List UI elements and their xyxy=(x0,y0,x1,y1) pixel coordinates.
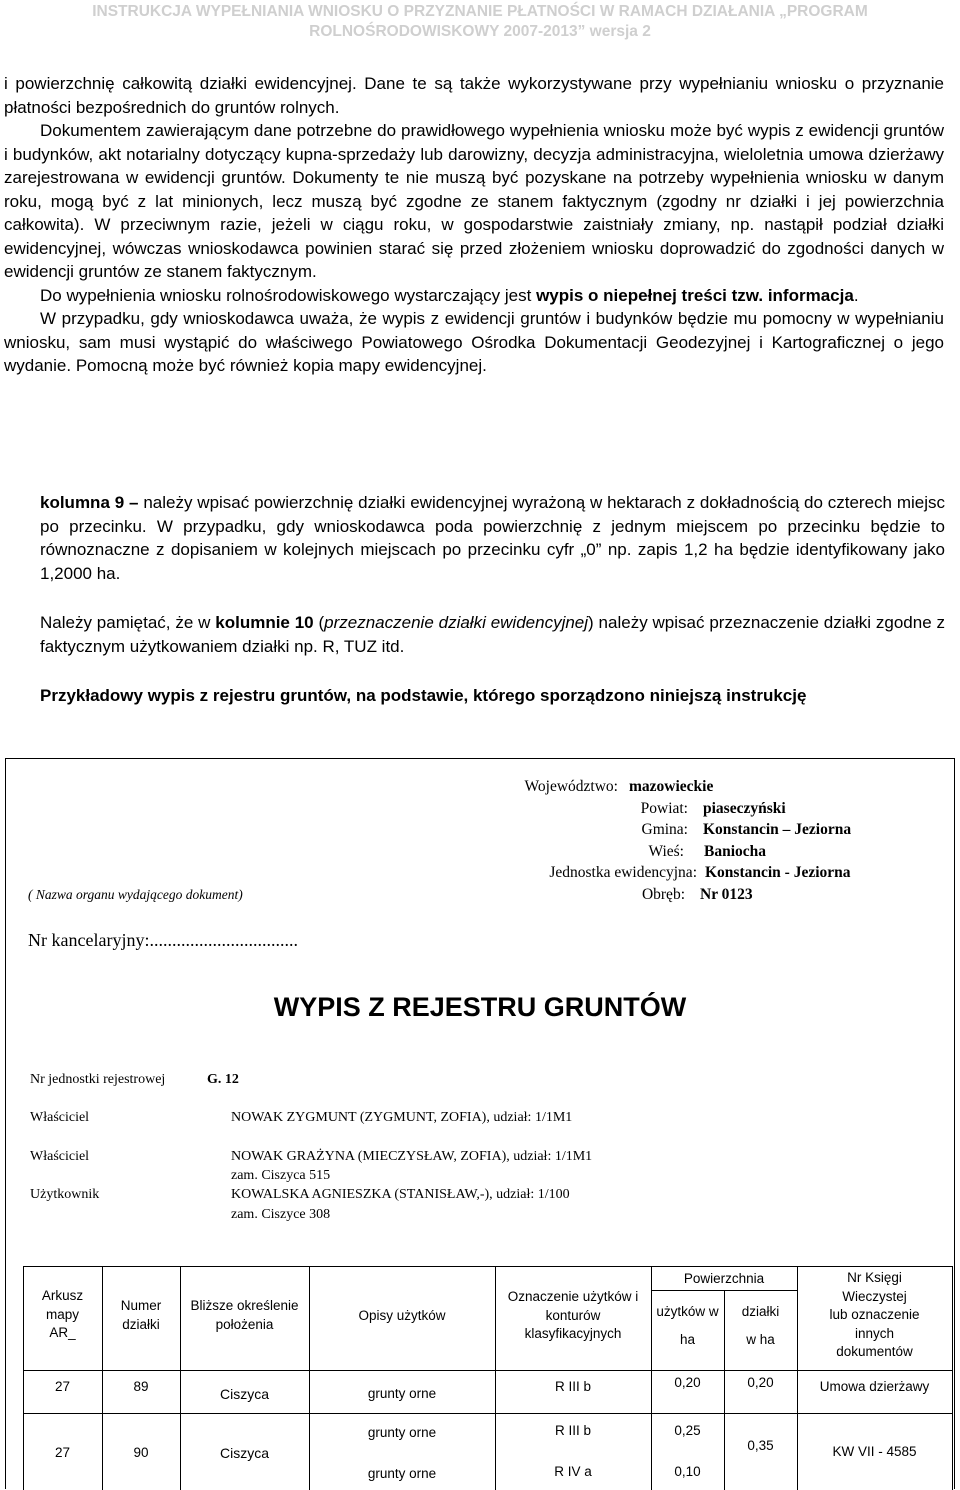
th-ksiega-l2: Wieczystej xyxy=(842,1288,907,1304)
th-ksiega-l5: dokumentów xyxy=(836,1344,913,1359)
owner-3-name: KOWALSKA AGNIESZKA (STANISŁAW,-), udział: 1/100 xyxy=(231,1187,570,1202)
loc-value-gmina: Konstancin – Jeziorna xyxy=(703,821,852,838)
th-dzialki-l1: działki xyxy=(741,1304,780,1319)
th-ksiega-l3: lub oznaczenie xyxy=(829,1307,920,1322)
r1-pow-uzytkow: 0,20 xyxy=(674,1375,701,1390)
loc-value-obreb: Nr 0123 xyxy=(700,886,753,903)
th-uzytkow-l2: ha xyxy=(679,1332,696,1347)
loc-label-wojewodztwo: Województwo: xyxy=(524,778,618,795)
r2-pow-uzytkow-2: 0,10 xyxy=(674,1464,701,1479)
th-blizsze xyxy=(180,1297,309,1334)
kolumna-9-paragraph xyxy=(40,491,945,585)
owner-2-address: zam. Ciszyca 515 xyxy=(231,1168,331,1183)
r1-arkusz: 27 xyxy=(54,1379,71,1394)
loc-label-obreb: Obręb: xyxy=(641,886,685,903)
owner-3-address: zam. Ciszyce 308 xyxy=(231,1207,331,1222)
r1-polozenie: Ciszyca xyxy=(219,1386,269,1402)
th-dzialki xyxy=(724,1298,797,1354)
th-arkusz-l2: mapy xyxy=(45,1306,79,1322)
intro-paragraph-2: Dokumentem zawierającym dane potrzebne do prawidłowego wypełnienia wniosku może być wypis z ewidencji gruntów i budynków, akt notarialny dotyczący kupna-sprzedaży lub darowizny, decyzja administracyjna, wieloletnia umowa dzierżawy zarejestrowana w ewidencji gruntów. Dokumenty te nie muszą być pozyskane na potrzeby wypełnienia wniosku w danym roku, mogą być z lat minionych, lecz muszą być zgodne ze stanem faktycznym (zgodny nr działki i jej powierzchnia całkowita). W przeciwnym razie, jeżeli w ciągu roku, w gospodarstwie zaistniały zmiany, np. nastąpił podział działki ewidencyjnej, wówczas wnioskodawca powinien starać się przed złożeniem wniosku doprowadzić do zgodności danych w ewidencji gruntów ze stanem faktycznym. xyxy=(4,121,944,281)
r2-opis-1: grunty orne xyxy=(367,1425,437,1440)
th-arkusz-l3: AR_ xyxy=(49,1325,76,1340)
k10-c: ( xyxy=(313,613,325,632)
intro-paragraph-3 xyxy=(4,284,944,308)
intro-paragraph-4: W przypadku, gdy wnioskodawca uważa, że wypis z ewidencji gruntów i budynków będzie mu pomocny w wypełnianiu wniosku, sam musi wystąpić do właściwego Powiatowego Ośrodka Dokumentacji Geodezyjnej i Kartograficznej o jego wydanie. Pomocną może być również kopia mapy ewidencyjnej. xyxy=(4,309,944,375)
loc-value-wojewodztwo: mazowieckie xyxy=(629,778,714,795)
k10-d: przeznaczenie działki ewidencyjnej xyxy=(324,613,589,632)
table-line-row1-bottom xyxy=(23,1413,953,1414)
r1-klasa: R III b xyxy=(554,1379,591,1394)
th-dzialki-l2: w ha xyxy=(746,1332,775,1347)
r1-numer: 89 xyxy=(133,1379,149,1394)
kolumna-9-text: należy wpisać powierzchnię działki ewidencyjnej wyrażoną w hektarach z dokładnością do czterech miejsc po przecinku. W przypadku, gdy wnioskodawca poda powierzchnię z jednym miejscem po przecinku będzie to równoznaczne z dopisaniem w kolejnych miejscach po przecinku cyfr „0” np. zapis 1,2 ha będzie identyfikowany jako 1,2000 ha. xyxy=(40,493,945,583)
owner-2-role: Właściciel xyxy=(30,1149,90,1164)
th-oznaczenie-l2: konturów xyxy=(545,1307,601,1323)
p3-bold: wypis o niepełnej treści tzw. informacja xyxy=(536,285,854,305)
th-powierzchnia: Powierzchnia xyxy=(683,1271,765,1286)
r1-ksiega: Umowa dzierżawy xyxy=(819,1379,930,1394)
table-line-top xyxy=(23,1266,953,1267)
header-line-2: ROLNOŚRODOWISKOWY 2007-2013” wersja 2 xyxy=(309,23,651,40)
r2-polozenie: Ciszyca xyxy=(219,1445,269,1461)
th-opisy: Opisy użytków xyxy=(358,1308,446,1323)
k10-a: Należy pamiętać, że w xyxy=(40,613,216,632)
r2-klasa-1: R III b xyxy=(554,1423,591,1438)
nr-kancelaryjny: Nr kancelaryjny:................................. xyxy=(28,930,298,950)
th-arkusz xyxy=(23,1287,102,1343)
header-line-1: INSTRUKCJA WYPEŁNIANIA WNIOSKU O PRZYZNANIE PŁATNOŚCI W RAMACH DZIAŁANIA „PROGRAM xyxy=(92,3,868,20)
k10-b: kolumnie 10 xyxy=(215,613,314,632)
loc-label-powiat: Powiat: xyxy=(640,800,688,817)
th-numer-l1: Numer xyxy=(120,1298,162,1313)
loc-label-gmina: Gmina: xyxy=(641,821,688,838)
th-arkusz-l1: Arkusz xyxy=(41,1288,84,1303)
r2-arkusz: 27 xyxy=(54,1445,71,1460)
loc-value-wies: Baniocha xyxy=(704,843,767,860)
r2-pow-dzialki: 0,35 xyxy=(747,1438,774,1453)
th-ksiega-l4: innych xyxy=(854,1325,895,1341)
jednostka-label: Nr jednostki rejestrowej xyxy=(30,1072,166,1087)
owner-3-role: Użytkownik xyxy=(30,1187,100,1202)
table-col-line-3 xyxy=(309,1266,310,1490)
jednostka-value: G. 12 xyxy=(207,1072,239,1087)
r2-ksiega: KW VII - 4585 xyxy=(832,1444,917,1459)
th-numer xyxy=(102,1297,180,1334)
th-ksiega-l1: Nr Księgi xyxy=(847,1270,902,1285)
organ-caption: ( Nazwa organu wydającego dokument) xyxy=(28,887,243,902)
owner-2-name: NOWAK GRAŻYNA (MIECZYSŁAW, ZOFIA), udział: 1/1M1 xyxy=(231,1149,593,1164)
owner-1-name: NOWAK ZYGMUNT (ZYGMUNT, ZOFIA), udział: 1/1M1 xyxy=(231,1110,573,1125)
loc-value-powiat: piaseczyński xyxy=(703,800,786,817)
th-uzytkow-l1: użytków w xyxy=(656,1304,719,1319)
th-numer-l2: działki xyxy=(122,1316,160,1332)
th-oznaczenie-l3: klasyfikacyjnych xyxy=(524,1326,622,1341)
intro-text xyxy=(4,72,944,378)
document-title: WYPIS Z REJESTRU GRUNTÓW xyxy=(273,992,687,1022)
th-blizsze-l1: Bliższe określenie xyxy=(190,1298,299,1313)
r2-klasa-2: R IV a xyxy=(554,1464,592,1479)
r2-numer: 90 xyxy=(133,1445,149,1460)
loc-value-jednostka: Konstancin - Jeziorna xyxy=(705,864,851,881)
loc-label-jednostka: Jednostka ewidencyjna: xyxy=(549,864,697,881)
th-oznaczenie xyxy=(495,1288,651,1344)
th-blizsze-l2: położenia xyxy=(215,1316,274,1332)
loc-label-wies: Wieś: xyxy=(648,843,684,860)
kolumna-10-paragraph xyxy=(40,611,945,658)
p3-end: . xyxy=(853,285,859,305)
r2-pow-uzytkow-1: 0,25 xyxy=(674,1423,701,1438)
r1-opis: grunty orne xyxy=(367,1386,437,1401)
p3-text: Do wypełnienia wniosku rolnośrodowiskowego wystarczający jest xyxy=(40,285,537,305)
r1-pow-dzialki: 0,20 xyxy=(747,1375,774,1390)
table-line-header-bottom xyxy=(23,1370,953,1371)
th-ksiega xyxy=(797,1269,952,1362)
r2-opis-2: grunty orne xyxy=(367,1466,437,1481)
owner-1-role: Właściciel xyxy=(30,1110,90,1125)
k10-e: ) należy wpisać przeznaczenie działki zgodne z faktycznym użytkowaniem działki np. R, TUZ itd. xyxy=(40,613,945,656)
intro-paragraph-1: i powierzchnię całkowitą działki ewidencyjnej. Dane te są także wykorzystywane przy wypełnianiu wniosku o przyznanie płatności bezpośrednich do gruntów rolnych. xyxy=(4,74,944,117)
th-uzytkow xyxy=(651,1298,724,1354)
example-heading: Przykładowy wypis z rejestru gruntów, na podstawie, którego sporządzono niniejszą instrukcję xyxy=(40,686,807,705)
kolumna-9-label: kolumna 9 – xyxy=(40,493,139,512)
th-oznaczenie-l1: Oznaczenie użytków i xyxy=(507,1289,639,1304)
document-header xyxy=(0,0,960,46)
table-line-right xyxy=(952,1266,953,1490)
